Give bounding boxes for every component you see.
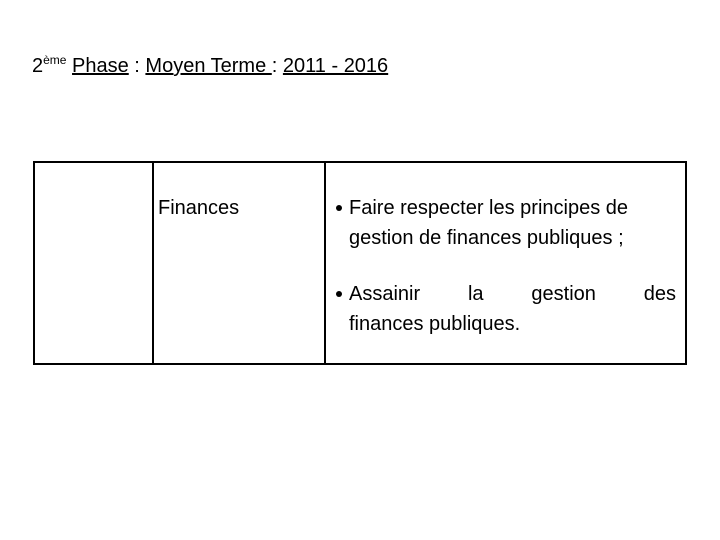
domain-label: Finances <box>158 197 240 219</box>
objective-1-text-2: gestion de finances publiques ; <box>349 227 624 249</box>
objective-2-word-4: des <box>643 283 676 305</box>
objective-item-1 <box>336 193 676 253</box>
objective-2-word-1: Assainir <box>349 283 421 305</box>
phase-number: 2 <box>32 55 44 77</box>
objective-1-line-1 <box>336 193 676 223</box>
objective-2-text-2: finances publiques. <box>349 313 521 335</box>
term-label: Moyen Terme <box>145 55 272 77</box>
column-divider-1 <box>152 163 154 363</box>
page-heading <box>32 54 388 80</box>
bullet-icon <box>336 205 342 211</box>
heading-separator-2: : <box>271 55 283 77</box>
objective-2-word-2: la <box>467 283 484 305</box>
phase-ordinal-suffix: ème <box>43 53 67 67</box>
objective-item-2 <box>336 279 676 339</box>
phase-word: Phase <box>72 55 129 77</box>
year-range: 2011 - 2016 <box>282 55 389 77</box>
objective-1-text-1: Faire respecter les principes de <box>349 197 629 219</box>
heading-separator-1: : <box>128 55 146 77</box>
objective-2-line-1 <box>336 279 676 309</box>
objective-2-word-1-group <box>336 279 420 309</box>
bullet-icon <box>336 291 342 297</box>
objective-2-word-3: gestion <box>531 283 596 305</box>
column-divider-2 <box>324 163 326 363</box>
